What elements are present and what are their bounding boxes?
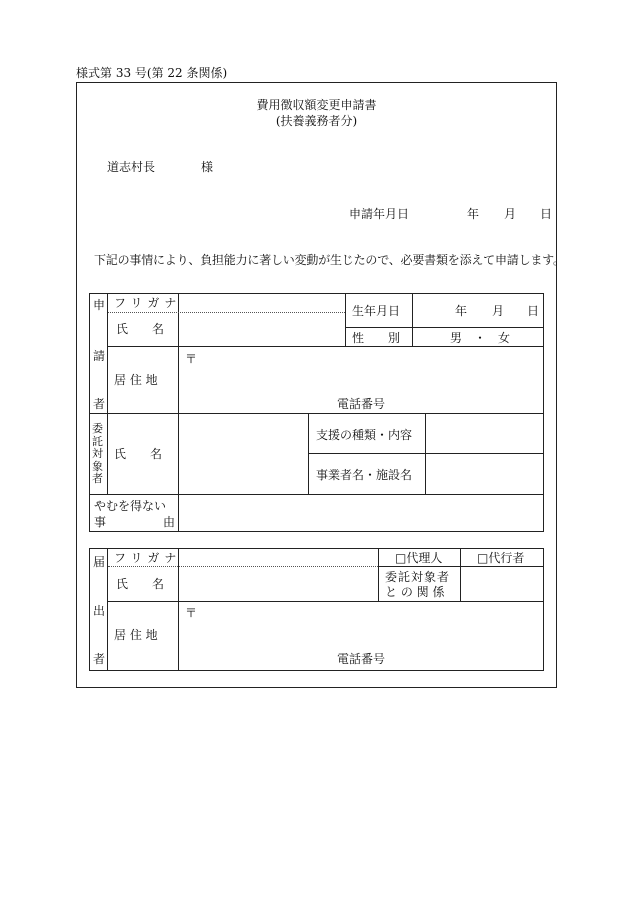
applicant-furigana-label: フリガナ (114, 296, 182, 310)
reason-label-line1: やむを得ない (94, 499, 167, 513)
reason-label-line2b: 由 (163, 515, 176, 529)
applicant-birth-month: 月 (492, 304, 505, 318)
commissioned-support-label: 支援の種類・内容 (316, 428, 413, 442)
applicant-birth-year: 年 (455, 304, 468, 318)
commissioned-facility-label: 事業者名・施設名 (316, 468, 413, 482)
notifier-phone-label: 電話番号 (337, 652, 386, 666)
notifier-proxy-option[interactable]: □代行者 (477, 551, 525, 565)
form-subtitle: (扶養義務者分) (275, 114, 358, 128)
application-date-day: 日 (540, 207, 553, 221)
notifier-side-char-2: 出 (93, 604, 106, 618)
notifier-side-char-3: 者 (93, 652, 106, 666)
commissioned-name-label: 氏 名 (114, 447, 163, 461)
notifier-agent-option[interactable]: □代理人 (395, 551, 443, 565)
notifier-relation-line2: と の 関 係 (385, 585, 445, 599)
commissioned-side-label: 委託対象者 (92, 422, 103, 485)
notifier-name-label: 氏 名 (116, 577, 165, 591)
application-date-year: 年 (467, 207, 480, 221)
reason-label-line2a: 事 (94, 515, 107, 529)
addressee-honorific: 様 (201, 160, 214, 174)
notifier-address-label: 居 住 地 (114, 628, 158, 642)
application-date-label: 申請年月日 (349, 207, 410, 221)
applicant-sex-options: 男 ・ 女 (450, 331, 511, 345)
notifier-side-char-1: 届 (93, 555, 106, 569)
application-date-month: 月 (504, 207, 517, 221)
notifier-postal-mark: 〒 (185, 606, 198, 620)
applicant-birth-day: 日 (527, 304, 540, 318)
applicant-birth-label: 生年月日 (352, 304, 401, 318)
applicant-side-char-1: 申 (93, 298, 106, 312)
notifier-furigana-label: フリガナ (114, 551, 182, 565)
notifier-relation-line1: 委託対象者 (385, 570, 451, 584)
applicant-postal-mark: 〒 (185, 352, 198, 366)
form-title: 費用徴収額変更申請書 (256, 98, 377, 112)
applicant-side-char-3: 者 (93, 397, 106, 411)
form-number: 様式第 33 号(第 22 条関係) (76, 66, 228, 80)
applicant-sex-label: 性 別 (352, 331, 401, 345)
addressee-name: 道志村長 (107, 160, 156, 174)
applicant-side-char-2: 請 (93, 349, 106, 363)
applicant-phone-label: 電話番号 (337, 397, 386, 411)
applicant-name-label: 氏 名 (116, 322, 165, 336)
statement-text: 下記の事情により、負担能力に著しい変動が生じたので、必要書類を添えて申請します。 (94, 253, 565, 267)
applicant-address-label: 居 住 地 (114, 373, 158, 387)
